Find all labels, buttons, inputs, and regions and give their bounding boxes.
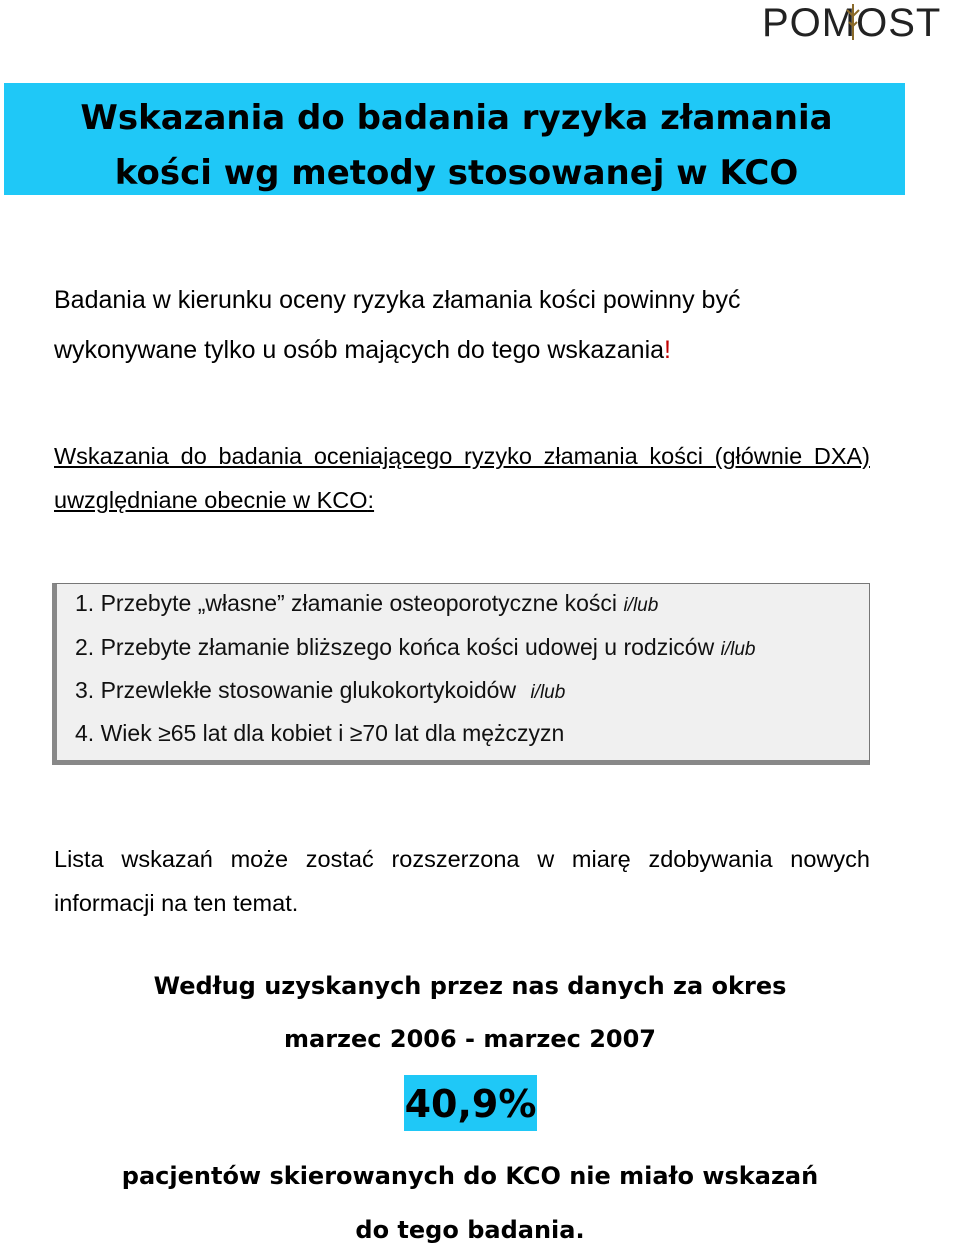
list-item — [75, 718, 564, 751]
list-item-text: Przewlekłe stosowanie glukokortykoidów — [100, 677, 517, 703]
pomost-logo — [762, 2, 960, 44]
note-paragraph: Lista wskazań może zostać rozszerzona w miarę zdobywania nowych informacji na ten temat. — [54, 846, 870, 916]
list-item-suffix: i/lub — [530, 682, 566, 703]
list-item-text: Wiek ≥65 lat dla kobiet i ≥70 lat dla mężczyzn — [100, 720, 565, 746]
list-item-suffix: i/lub — [720, 639, 756, 660]
title-line-2: kości wg metody stosowanej w KCO — [114, 153, 799, 193]
summary-period: marzec 2006 - marzec 2007 — [284, 1025, 656, 1053]
intro-line-2-text: wykonywane tylko u osób mających do tego wskazania — [54, 336, 665, 364]
exclamation-mark: ! — [664, 336, 671, 364]
logo-text: POMOST — [762, 1, 942, 45]
indications-heading-colon: : — [367, 487, 375, 513]
list-item-suffix: i/lub — [623, 595, 659, 616]
list-item — [75, 675, 565, 708]
logo-emblem-icon — [842, 2, 864, 42]
percent-value: 40,9% — [404, 1082, 537, 1126]
list-item-number: 3. — [75, 677, 95, 703]
list-item — [75, 632, 755, 665]
list-item — [75, 588, 658, 621]
indications-list — [52, 583, 870, 765]
indications-heading-text: Wskazania do badania oceniającego ryzyko złamania kości (głównie DXA) uwzględniane obecnie w KCO — [54, 443, 870, 513]
page-title — [4, 91, 909, 201]
summary-line-1: Według uzyskanych przez nas danych za okres — [153, 972, 787, 1000]
list-item-number: 2. — [75, 634, 95, 660]
indications-heading — [54, 434, 870, 522]
percent-highlight — [404, 1075, 537, 1131]
list-item-text: Przebyte złamanie bliższego końca kości udowej u rodziców — [100, 634, 715, 660]
intro-paragraph — [54, 275, 874, 375]
summary-line-4: do tego badania. — [355, 1216, 585, 1244]
intro-line-1: Badania w kierunku oceny ryzyka złamania kości powinny być — [54, 286, 741, 314]
title-banner — [4, 83, 905, 195]
intro-line-2 — [54, 325, 874, 375]
title-line-1: Wskazania do badania ryzyka złamania — [80, 98, 833, 138]
list-item-number: 1. — [75, 590, 95, 616]
summary-line-3: pacjentów skierowanych do KCO nie miało wskazań — [121, 1162, 819, 1190]
list-item-number: 4. — [75, 720, 95, 746]
list-item-text: Przebyte „własne” złamanie osteoporotyczne kości — [100, 590, 618, 616]
